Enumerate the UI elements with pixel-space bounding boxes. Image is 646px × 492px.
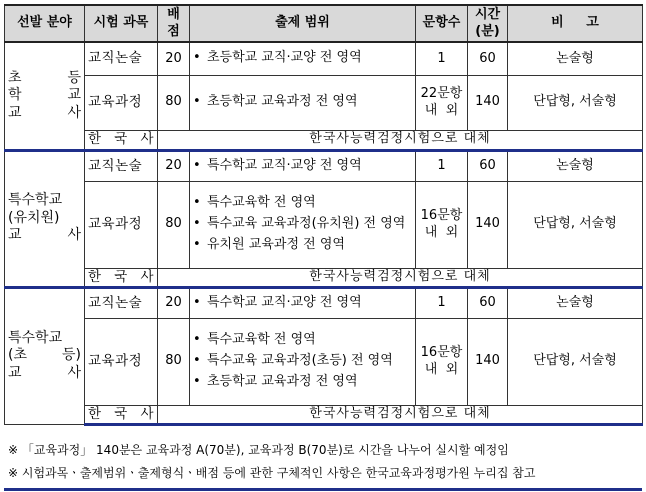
scope-cell (190, 318, 416, 405)
header-subject: 시험 과목 (85, 5, 158, 42)
table-row (5, 181, 643, 268)
scope-item: • 초등학교 교육과정 전 영역 (193, 372, 412, 393)
field-line: (유치원) (8, 209, 60, 226)
score-cell: 20 (158, 287, 190, 318)
scope-cell (190, 150, 416, 181)
table-row (5, 318, 643, 405)
footnotes (8, 439, 640, 485)
footnote-1: ※ 「교육과정」 140분은 교육과정 A(70분), 교육과정 B(70분)로 시간을 나누어 실시할 예정임 (8, 443, 509, 457)
questions-cell: 16문항 내 외 (416, 318, 468, 405)
scope-cell (190, 75, 416, 130)
score-cell: 80 (158, 318, 190, 405)
table-row (5, 405, 643, 424)
field-line: 특수학교 (8, 192, 63, 209)
scope-item: • 유치원 교육과정 전 영역 (193, 235, 412, 256)
bullet-icon: • (193, 50, 201, 66)
bullet-icon: • (193, 373, 201, 389)
table-row (5, 268, 643, 287)
note-cell: 논술형 (508, 42, 643, 75)
note-cell: 단답형, 서술형 (508, 318, 643, 405)
header-field: 선발 분야 (5, 5, 85, 42)
bullet-icon: • (193, 294, 201, 310)
field-cell (5, 150, 85, 287)
time-cell: 140 (468, 318, 508, 405)
subject-cell: 교직논술 (85, 287, 158, 318)
header-scope: 출제 범위 (190, 5, 416, 42)
field-cell (5, 42, 85, 150)
time-cell: 60 (468, 42, 508, 75)
note-cell: 논술형 (508, 287, 643, 318)
field-line: 교 사 (8, 104, 81, 121)
score-cell: 20 (158, 150, 190, 181)
field-line: 교 사 (8, 227, 81, 244)
bottom-rule (4, 488, 642, 491)
time-cell: 140 (468, 181, 508, 268)
score-cell: 20 (158, 42, 190, 75)
field-line: 특수학교 (8, 329, 63, 346)
header-note: 비 고 (508, 5, 643, 42)
header-time-line1: 시간 (474, 7, 501, 23)
history-cell: 한국사능력검정시험으로 대체 (158, 268, 643, 287)
scope-item: • 초등학교 교직·교양 전 영역 (193, 48, 412, 69)
time-cell: 60 (468, 150, 508, 181)
bullet-icon: • (193, 157, 201, 173)
bullet-icon: • (193, 216, 201, 232)
scope-item: • 초등학교 교육과정 전 영역 (193, 92, 412, 113)
field-cell (5, 287, 85, 424)
header-score: 배점 (158, 5, 190, 42)
scope-cell (190, 42, 416, 75)
note-cell: 단답형, 서술형 (508, 75, 643, 130)
time-cell: 60 (468, 287, 508, 318)
table-row (5, 130, 643, 150)
subject-cell: 교직논술 (85, 150, 158, 181)
note-cell: 단답형, 서술형 (508, 181, 643, 268)
time-cell: 140 (468, 75, 508, 130)
bullet-icon: • (193, 332, 201, 348)
table-row (5, 287, 643, 318)
scope-item: • 특수학교 교직·교양 전 영역 (193, 156, 412, 177)
scope-item: • 특수교육학 전 영역 (193, 330, 412, 351)
field-line: 초 등 (8, 69, 81, 86)
history-cell: 한국사능력검정시험으로 대체 (158, 405, 643, 424)
field-line: 학 교 (8, 87, 81, 103)
scope-cell (190, 287, 416, 318)
score-cell: 80 (158, 181, 190, 268)
subject-cell: 교육과정 (85, 318, 158, 405)
scope-cell (190, 181, 416, 268)
subject-cell: 한 국 사 (85, 130, 158, 150)
questions-cell: 1 (416, 150, 468, 181)
bullet-icon: • (193, 236, 201, 252)
questions-cell: 1 (416, 287, 468, 318)
questions-cell: 22문항 내 외 (416, 75, 468, 130)
history-cell: 한국사능력검정시험으로 대체 (158, 130, 643, 150)
bullet-icon: • (193, 195, 201, 211)
footnote-2: ※ 시험과목ㆍ출제범위ㆍ출제형식ㆍ배점 등에 관한 구체적인 사항은 한국교육과정평가원 누리집 참고 (8, 466, 536, 480)
bullet-icon: • (193, 94, 201, 110)
field-line: (초 등) (8, 347, 81, 364)
scope-item: • 특수학교 교직·교양 전 영역 (193, 293, 412, 314)
table-row (5, 75, 643, 130)
questions-cell: 16문항 내 외 (416, 181, 468, 268)
subject-cell: 교직논술 (85, 42, 158, 75)
subject-cell: 교육과정 (85, 181, 158, 268)
header-time (468, 5, 508, 42)
header-questions: 문항수 (416, 5, 468, 42)
header-time-line2: (분) (475, 23, 500, 39)
bullet-icon: • (193, 353, 201, 369)
field-line: 교 사 (8, 364, 81, 381)
scope-item: • 특수교육학 전 영역 (193, 193, 412, 214)
note-cell: 논술형 (508, 150, 643, 181)
subject-cell: 교육과정 (85, 75, 158, 130)
subject-cell: 한 국 사 (85, 405, 158, 424)
score-cell: 80 (158, 75, 190, 130)
subject-cell: 한 국 사 (85, 268, 158, 287)
header-row (5, 5, 643, 42)
table-row (5, 42, 643, 75)
table-row (5, 150, 643, 181)
exam-table (4, 4, 643, 426)
scope-item: • 특수교육 교육과정(초등) 전 영역 (193, 351, 412, 372)
questions-cell: 1 (416, 42, 468, 75)
scope-item: • 특수교육 교육과정(유치원) 전 영역 (193, 214, 412, 235)
